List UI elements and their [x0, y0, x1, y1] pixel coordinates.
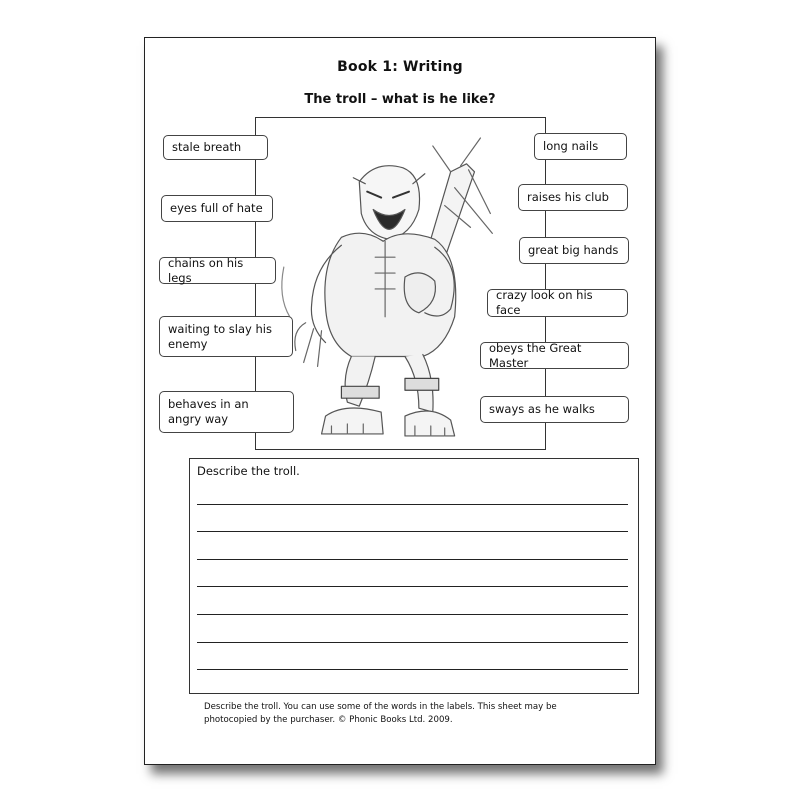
label-great-big-hands: great big hands [519, 237, 629, 264]
writing-line [197, 642, 628, 643]
label-behaves-angry: behaves in an angry way [159, 391, 294, 433]
writing-line [197, 559, 628, 560]
writing-line [197, 504, 628, 505]
writing-box[interactable] [189, 458, 639, 694]
worksheet-page [144, 37, 656, 765]
writing-line [197, 614, 628, 615]
label-sways-as-he-walks: sways as he walks [480, 396, 629, 423]
writing-line [197, 586, 628, 587]
label-chains-on-his-legs: chains on his legs [159, 257, 276, 284]
writing-line [197, 531, 628, 532]
label-long-nails: long nails [534, 133, 627, 160]
label-obeys-great-master: obeys the Great Master [480, 342, 629, 369]
page-subtitle: The troll – what is he like? [304, 92, 496, 107]
page-title: Book 1: Writing [337, 59, 463, 75]
label-raises-his-club: raises his club [518, 184, 628, 211]
label-stale-breath: stale breath [163, 135, 268, 160]
footer-note: Describe the troll. You can use some of the words in the labels. This sheet may be photocopied by the purchaser. © Phonic Books Ltd. 2009. [204, 702, 557, 725]
label-eyes-full-of-hate: eyes full of hate [161, 195, 273, 222]
writing-prompt: Describe the troll. [197, 464, 300, 478]
label-waiting-to-slay: waiting to slay his enemy [159, 316, 293, 357]
label-crazy-look: crazy look on his face [487, 289, 628, 317]
writing-line [197, 669, 628, 670]
